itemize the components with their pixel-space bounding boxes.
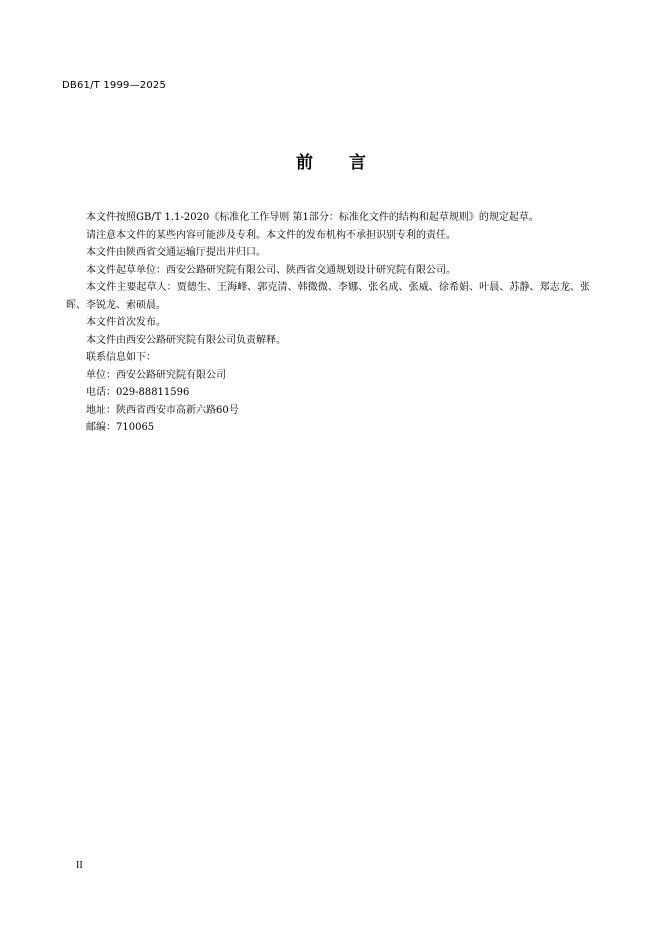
contact-phone: 电话：029-88811596: [86, 387, 190, 398]
paragraph-patent-notice: 请注意本文件的某些内容可能涉及专利。本文件的发布机构不承担识别专利的责任。: [86, 229, 456, 241]
paragraph-drafting-rules: 本文件按照GB/T 1.1-2020《标准化工作导则 第1部分：标准化文件的结构和起草规则》的规定起草。: [86, 212, 539, 223]
contact-unit: 单位：西安公路研究院有限公司: [86, 369, 226, 381]
contact-postcode: 邮编：710065: [86, 422, 155, 433]
paragraph-contact-heading: 联系信息如下：: [86, 352, 156, 363]
document-code: DB61/T 1999—2025: [62, 80, 167, 91]
title-char-2: 言: [349, 153, 366, 173]
page-title: [0, 148, 662, 173]
page-number: II: [76, 860, 83, 871]
paragraph-interpretation: 本文件由西安公路研究院有限公司负责解释。: [86, 334, 286, 346]
foreword-body: [66, 209, 590, 437]
paragraph-drafting-units: 本文件起草单位：西安公路研究院有限公司、陕西省交通规划设计研究院有限公司。: [86, 264, 456, 276]
paragraph-proposer: 本文件由陕西省交通运输厅提出并归口。: [86, 247, 266, 258]
title-char-1: 前: [296, 153, 313, 173]
paragraph-first-release: 本文件首次发布。: [86, 317, 166, 328]
contact-address: 地址：陕西省西安市高新六路60号: [86, 404, 239, 416]
paragraph-drafters: 本文件主要起草人：贾德生、王海峰、郭克清、韩微微、李娜、张名成、张威、徐希娟、叶晨、苏静、郑志龙、张晖、李锐龙、索硕晨。: [66, 282, 590, 311]
